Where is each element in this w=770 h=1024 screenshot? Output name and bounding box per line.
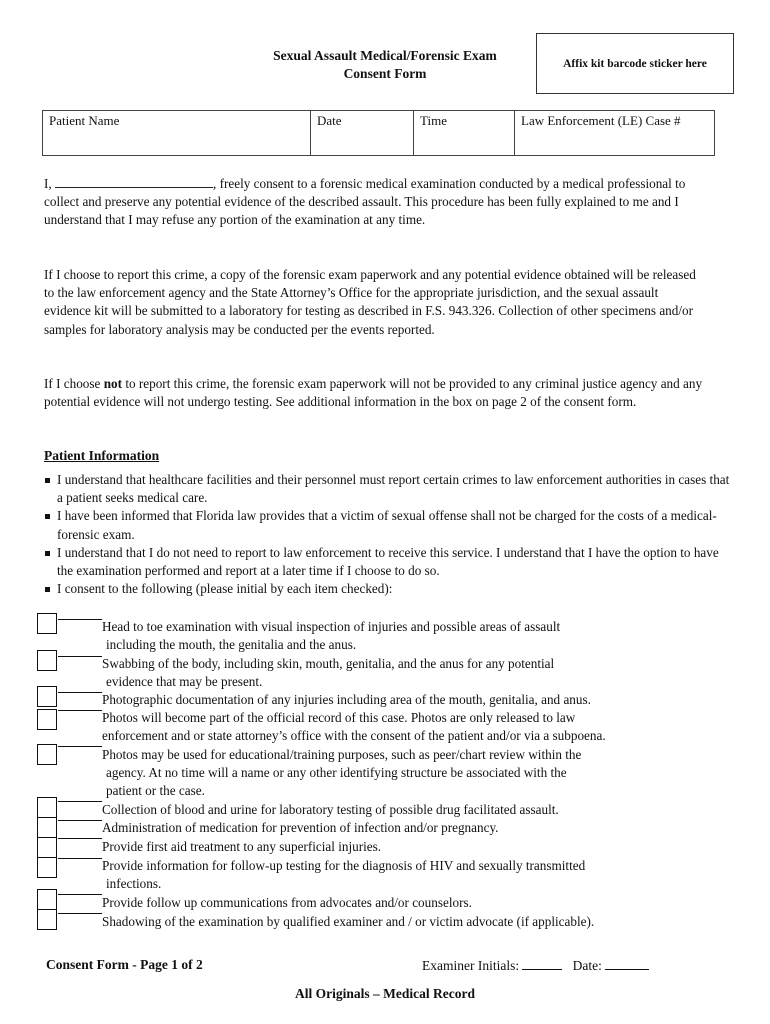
- name-blank-line[interactable]: [55, 175, 213, 188]
- le-case-label: Law Enforcement (LE) Case #: [521, 113, 681, 128]
- initial-line[interactable]: [58, 894, 102, 895]
- consent-checkbox[interactable]: [37, 797, 57, 818]
- consent-text: , freely consent to a forensic medical examination conducted by a medical professional to collect and preserve any potential evidence of the described assault. This procedure has been fully explained to me and I understand that I may refuse any portion of the examination at any time.: [44, 176, 686, 228]
- consent-item-line: Provide information for follow-up testing for the diagnosis of HIV and sexually transmitted: [102, 858, 586, 873]
- consent-prefix: I,: [44, 176, 52, 191]
- not-report-after: to report this crime, the forensic exam paperwork will not be provided to any criminal justice agency and any potential evidence will not undergo testing. See additional information in the box on page 2 of the consent form.: [44, 376, 703, 410]
- patient-name-label: Patient Name: [49, 113, 120, 128]
- consent-checkbox[interactable]: [37, 686, 57, 707]
- consent-item: [102, 655, 732, 691]
- time-label: Time: [420, 113, 447, 128]
- barcode-sticker-box: [536, 33, 734, 94]
- consent-item: [102, 801, 732, 819]
- barcode-sticker-label: Affix kit barcode sticker here: [563, 57, 707, 70]
- consent-checkbox[interactable]: [37, 889, 57, 910]
- examiner-date-label: Date:: [572, 958, 602, 973]
- consent-item-line: Collection of blood and urine for laboratory testing of possible drug facilitated assault.: [102, 802, 559, 817]
- consent-item-line: patient or the case.: [106, 783, 205, 799]
- list-item: I understand that I do not need to report to law enforcement to receive this service. I understand that I have the option to have the examination performed and report at a later time if I choose to do so.: [44, 544, 734, 580]
- consent-item-line: Administration of medication for prevention of infection and/or pregnancy.: [102, 820, 499, 835]
- initial-line[interactable]: [58, 746, 102, 747]
- initial-line[interactable]: [58, 913, 102, 914]
- consent-checkbox[interactable]: [37, 613, 57, 634]
- report-paragraph: If I choose to report this crime, a copy of the forensic exam paperwork and any potential evidence obtained will be released to the law enforcement agency and the State Attorney’s Office for the appropriate jurisdiction, and the sexual assault evidence kit will be submitted to a laboratory for testing as described in F.S. 943.326. Collection of other specimens and/or samples for laboratory analysis may be conducted per the events reported.: [44, 267, 696, 337]
- page-indicator: Consent Form - Page 1 of 2: [46, 957, 203, 972]
- not-report-before: If I choose: [44, 376, 104, 391]
- consent-item: [102, 691, 732, 709]
- consent-item-line: including the mouth, the genitalia and the anus.: [106, 637, 357, 653]
- consent-item: [102, 746, 732, 801]
- initial-line[interactable]: [58, 820, 102, 821]
- examiner-initials-label: Examiner Initials:: [422, 958, 520, 973]
- initial-line[interactable]: [58, 619, 102, 620]
- examiner-date-blank[interactable]: [605, 957, 649, 970]
- consent-checkbox[interactable]: [37, 709, 57, 730]
- consent-item-line: Provide first aid treatment to any superficial injuries.: [102, 839, 382, 854]
- consent-checkbox[interactable]: [37, 817, 57, 838]
- examiner-signoff: [422, 957, 649, 974]
- date-field[interactable]: [311, 111, 414, 156]
- consent-item: [102, 618, 732, 654]
- date-label: Date: [317, 113, 342, 128]
- initial-line[interactable]: [58, 710, 102, 711]
- consent-item-line: infections.: [106, 876, 162, 892]
- consent-checkbox[interactable]: [37, 857, 57, 878]
- patient-info-heading: Patient Information: [44, 448, 160, 463]
- consent-item-line: Shadowing of the examination by qualified examiner and / or victim advocate (if applicable).: [102, 914, 595, 929]
- initial-line[interactable]: [58, 692, 102, 693]
- consent-checkbox[interactable]: [37, 909, 57, 930]
- not-report-emphasis: not: [103, 376, 123, 391]
- consent-item: [102, 857, 732, 893]
- consent-item-line: enforcement and or state attorney’s office with the consent of the patient and/or via a subpoena.: [102, 728, 606, 744]
- patient-name-field[interactable]: [43, 111, 311, 156]
- initial-line[interactable]: [58, 801, 102, 802]
- consent-item-line: Swabbing of the body, including skin, mouth, genitalia, and the anus for any potential: [102, 656, 555, 671]
- consent-item-line: Photographic documentation of any injuries including area of the mouth, genitalia, and anus.: [102, 692, 591, 707]
- consent-checkbox[interactable]: [37, 650, 57, 671]
- consent-item-line: Head to toe examination with visual inspection of injuries and possible areas of assault: [102, 619, 561, 634]
- le-case-field[interactable]: [515, 111, 715, 156]
- consent-item-line: evidence that may be present.: [106, 674, 263, 690]
- initial-line[interactable]: [58, 656, 102, 657]
- consent-item: [102, 913, 732, 931]
- originals-note: All Originals – Medical Record: [295, 986, 475, 1001]
- initial-line[interactable]: [58, 838, 102, 839]
- list-item: I have been informed that Florida law provides that a victim of sexual offense shall not be charged for the costs of a medical-forensic exam.: [44, 507, 734, 543]
- consent-item: [102, 838, 732, 856]
- initial-line[interactable]: [58, 858, 102, 859]
- patient-info-list: [44, 471, 734, 598]
- form-title-line2: Consent Form: [343, 66, 427, 81]
- consent-item-line: Photos will become part of the official record of this case. Photos are only released to law: [102, 710, 576, 725]
- time-field[interactable]: [414, 111, 515, 156]
- list-item: I understand that healthcare facilities and their personnel must report certain crimes to law enforcement authorities in cases that a patient seeks medical care.: [44, 471, 734, 507]
- consent-item-line: agency. At no time will a name or any other identifying structure be associated with the: [106, 765, 567, 781]
- not-report-paragraph: [44, 375, 704, 411]
- form-title-line1: Sexual Assault Medical/Forensic Exam: [273, 48, 497, 63]
- examiner-initials-blank[interactable]: [522, 957, 562, 970]
- consent-checkbox[interactable]: [37, 744, 57, 765]
- consent-checkbox[interactable]: [37, 837, 57, 858]
- consent-item: [102, 819, 732, 837]
- consent-item-line: Provide follow up communications from advocates and/or counselors.: [102, 895, 472, 910]
- form-title: [230, 47, 540, 83]
- consent-item: [102, 894, 732, 912]
- consent-paragraph: [44, 175, 704, 230]
- list-item: I consent to the following (please initial by each item checked):: [44, 580, 734, 598]
- consent-item-line: Photos may be used for educational/training purposes, such as peer/chart review within the: [102, 747, 582, 762]
- consent-item: [102, 709, 732, 745]
- patient-header-table: [42, 110, 715, 156]
